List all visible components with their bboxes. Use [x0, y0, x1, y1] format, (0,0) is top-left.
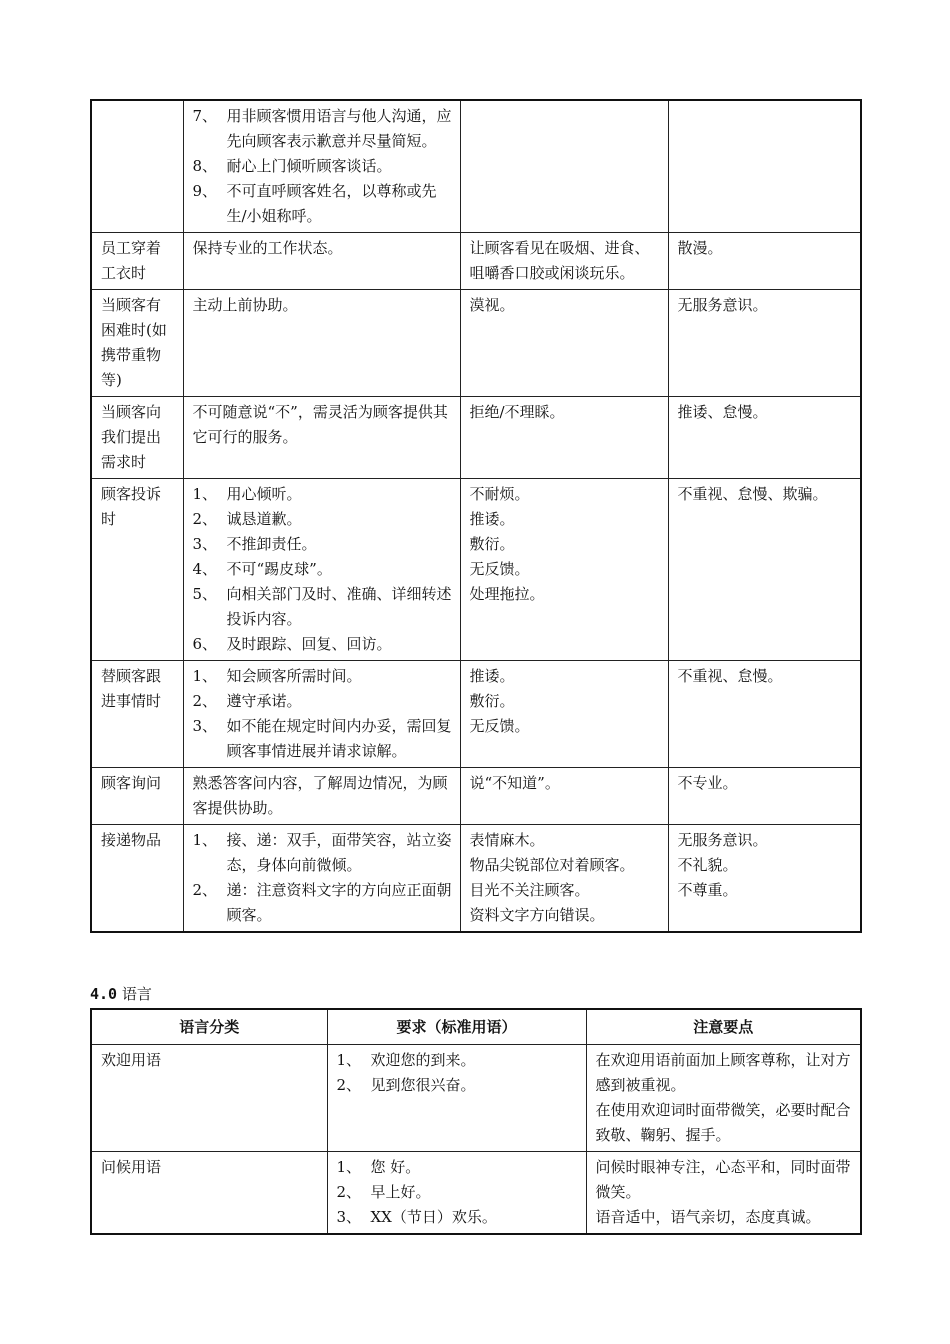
do-cell: 熟悉答客问内容，了解周边情况，为顾客提供协助。	[183, 768, 460, 825]
list-item: 1、 用心倾听。	[192, 485, 302, 503]
do-cell	[183, 479, 460, 661]
do-cell	[183, 100, 460, 233]
category-cell: 问候用语	[91, 1152, 327, 1235]
result-cell: 不重视、怠慢、欺骗。	[668, 479, 861, 661]
list-item: 1、 欢迎您的到来。	[336, 1051, 476, 1069]
dont-cell: 让顾客看见在吸烟、进食、咀嚼香口胶或闲谈玩乐。	[460, 233, 668, 290]
list-item: 7、 用非顾客惯用语言与他人沟通，应先向顾客表示歉意并尽量简短。	[192, 107, 452, 150]
table-row	[91, 1045, 861, 1152]
list-item: 5、 向相关部门及时、准确、详细转述投诉内容。	[192, 585, 452, 628]
result-cell: 不专业。	[668, 768, 861, 825]
table-row	[91, 479, 861, 661]
table-row	[91, 825, 861, 933]
list-item: 9、 不可直呼顾客姓名，以尊称或先生/小姐称呼。	[192, 182, 437, 225]
table-row	[91, 290, 861, 397]
dont-cell: 说“不知道”。	[460, 768, 668, 825]
scene-cell: 顾客询问	[91, 768, 183, 825]
scene-cell: 替顾客跟进事情时	[91, 661, 183, 768]
list-item: 2、 诚恳道歉。	[192, 510, 302, 528]
do-cell: 不可随意说“不”，需灵活为顾客提供其它可行的服务。	[183, 397, 460, 479]
list-item: 2、 递：注意资料文字的方向应正面朝顾客。	[192, 881, 452, 924]
list-item: 1、 知会顾客所需时间。	[192, 667, 362, 685]
list-item: 4、 不可“踢皮球”。	[192, 560, 332, 578]
result-cell	[668, 100, 861, 233]
table-row	[91, 768, 861, 825]
list-item: 1、 接、递：双手，面带笑容，站立姿态，身体向前微倾。	[192, 831, 452, 874]
table-row	[91, 233, 861, 290]
list-item: 2、 遵守承诺。	[192, 692, 302, 710]
scene-cell: 当顾客有困难时(如携带重物等)	[91, 290, 183, 397]
do-cell: 主动上前协助。	[183, 290, 460, 397]
column-header: 要求（标准用语）	[327, 1009, 586, 1045]
table-row	[91, 1152, 861, 1235]
scene-cell	[91, 100, 183, 233]
list-item: 3、 XX（节日）欢乐。	[336, 1208, 497, 1226]
result-cell: 无服务意识。 不礼貌。 不尊重。	[668, 825, 861, 933]
language-table	[90, 1008, 862, 1235]
scene-cell: 员工穿着工衣时	[91, 233, 183, 290]
do-cell	[183, 825, 460, 933]
table-header-row	[91, 1009, 861, 1045]
category-cell: 欢迎用语	[91, 1045, 327, 1152]
section-number: 4.0	[90, 985, 118, 1003]
result-cell: 无服务意识。	[668, 290, 861, 397]
list-item: 1、 您 好。	[336, 1158, 421, 1176]
table-row	[91, 661, 861, 768]
list-item: 3、 不推卸责任。	[192, 535, 317, 553]
requirement-cell	[327, 1152, 586, 1235]
scene-cell: 当顾客向我们提出需求时	[91, 397, 183, 479]
dont-cell: 漠视。	[460, 290, 668, 397]
result-cell: 推诿、怠慢。	[668, 397, 861, 479]
result-cell: 散漫。	[668, 233, 861, 290]
dont-cell: 表情麻木。 物品尖锐部位对着顾客。 目光不关注顾客。 资料文字方向错误。	[460, 825, 668, 933]
dont-cell: 拒绝/不理睬。	[460, 397, 668, 479]
table-row	[91, 100, 861, 233]
column-header: 语言分类	[91, 1009, 327, 1045]
section-title: 语言	[121, 985, 152, 1003]
do-cell	[183, 661, 460, 768]
column-header: 注意要点	[586, 1009, 861, 1045]
dont-cell: 推诿。 敷衍。 无反馈。	[460, 661, 668, 768]
do-cell: 保持专业的工作状态。	[183, 233, 460, 290]
requirement-cell	[327, 1045, 586, 1152]
list-item: 3、 如不能在规定时间内办妥，需回复顾客事情进展并请求谅解。	[192, 717, 452, 760]
list-item: 8、 耐心上门倾听顾客谈话。	[192, 157, 392, 175]
table-row	[91, 397, 861, 479]
scene-cell: 顾客投诉时	[91, 479, 183, 661]
section-heading	[90, 983, 152, 1005]
dont-cell	[460, 100, 668, 233]
list-item: 2、 早上好。	[336, 1183, 431, 1201]
service-standards-table	[90, 99, 862, 933]
scene-cell: 接递物品	[91, 825, 183, 933]
result-cell: 不重视、怠慢。	[668, 661, 861, 768]
list-item: 6、 及时跟踪、回复、回访。	[192, 635, 392, 653]
notes-cell: 问候时眼神专注，心态平和，同时面带微笑。 语音适中，语气亲切，态度真诚。	[586, 1152, 861, 1235]
dont-cell: 不耐烦。 推诿。 敷衍。 无反馈。 处理拖拉。	[460, 479, 668, 661]
notes-cell: 在欢迎用语前面加上顾客尊称，让对方感到被重视。 在使用欢迎词时面带微笑，必要时配合致敬、鞠躬、握手。	[586, 1045, 861, 1152]
list-item: 2、 见到您很兴奋。	[336, 1076, 476, 1094]
